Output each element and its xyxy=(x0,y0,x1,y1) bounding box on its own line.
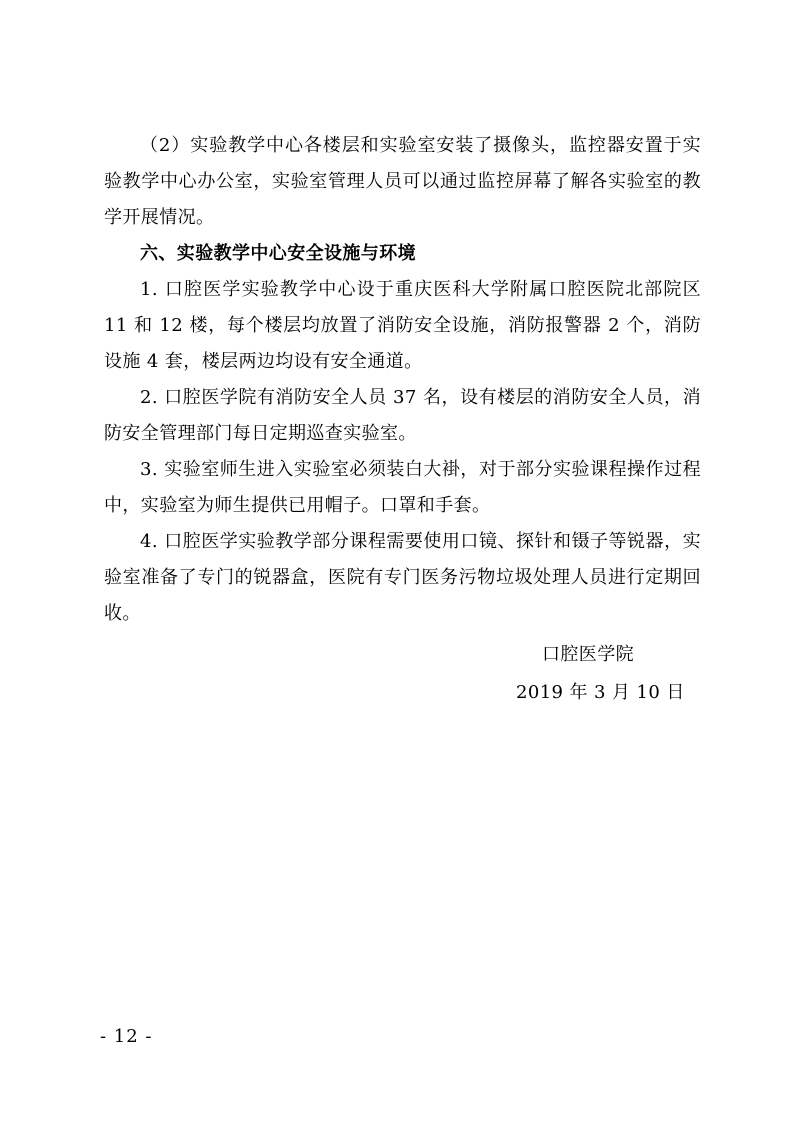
signature-block xyxy=(480,636,700,712)
paragraph-monitoring: （2）实验教学中心各楼层和实验室安装了摄像头，监控器安置于实验教学中心办公室，实验室管理人员可以通过监控屏幕了解各实验室的教学开展情况。 xyxy=(104,135,701,228)
page-number: - 12 - xyxy=(100,1026,153,1047)
paragraph-sharps-disposal: 4. 口腔医学实验教学部分课程需要使用口镜、探针和镊子等锐器，实验室准备了专门的锐器盒，医院有专门医务污物垃圾处理人员进行定期回收。 xyxy=(104,531,701,624)
signature-date: 2019 年 3 月 10 日 xyxy=(516,682,685,703)
signature-organization: 口腔医学院 xyxy=(542,644,634,665)
paragraph-safety-personnel: 2. 口腔医学院有消防安全人员 37 名，设有楼层的消防安全人员，消防安全管理部门每日定期巡查实验室。 xyxy=(104,387,701,444)
paragraph-fire-facilities: 1. 口腔医学实验教学中心设于重庆医科大学附属口腔医院北部院区 11 和 12 楼，每个楼层均放置了消防安全设施，消防报警器 2 个，消防设施 4 套，楼层两边均设有安全通道。 xyxy=(104,279,701,372)
section-heading: 六、实验教学中心安全设施与环境 xyxy=(140,243,416,264)
document-body xyxy=(104,128,701,632)
paragraph-protective-gear: 3. 实验室师生进入实验室必须装白大褂，对于部分实验课程操作过程中，实验室为师生提供已用帽子。口罩和手套。 xyxy=(104,459,701,516)
